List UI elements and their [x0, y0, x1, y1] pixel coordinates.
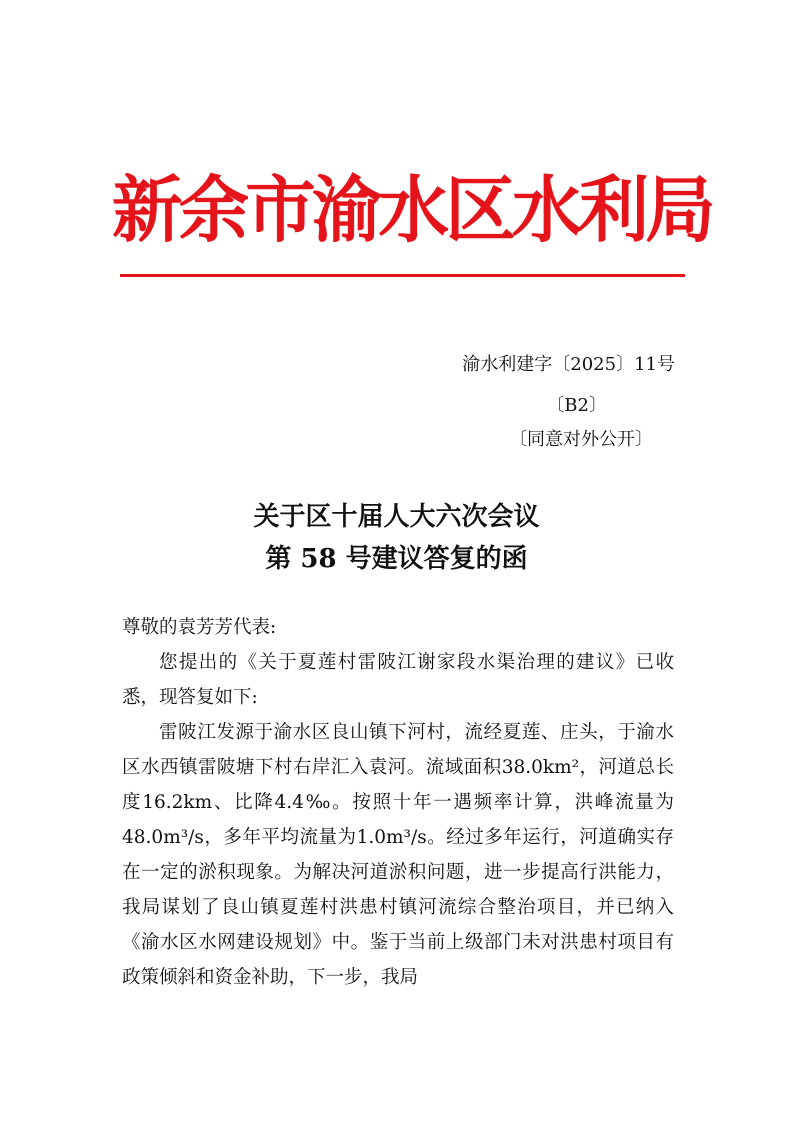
title-line-2: 第 58 号建议答复的函	[265, 544, 528, 574]
disclosure-label: 〔同意对外公开〕	[509, 429, 653, 450]
document-number: 渝水利建字〔2025〕11号	[462, 354, 675, 375]
salutation: 尊敬的袁芳芳代表:	[122, 617, 277, 638]
title-line-1: 关于区十届人大六次会议	[253, 502, 540, 532]
document-title	[100, 496, 693, 580]
letterhead-org-name: 新余市渝水区水利局	[112, 167, 712, 252]
body-paragraph-2: 雷陂江发源于渝水区良山镇下河村，流经夏莲、庄头，于渝水区水西镇雷陂塘下村右岸汇入袁河。流域面积38.0km²，河道总长度16.2km、比降4.4‰。按照十年一遇频率计算，洪峰流量为48.0m³/s，多年平均流量为1.0m³/s。经过多年运行，河道确实存在一定的淤积现象。为解决河道淤积问题，进一步提高行洪能力，我局谋划了良山镇夏莲村洪患村镇河流综合整治项目，并已纳入《渝水区水网建设规划》中。鉴于当前上级部门未对洪患村项目有政策倾斜和资金补助，下一步，我局	[122, 722, 674, 988]
letterhead-red-rule	[120, 274, 685, 277]
document-grade: 〔B2〕	[546, 395, 607, 416]
body-paragraph-1: 您提出的《关于夏莲村雷陂江谢家段水渠治理的建议》已收悉，现答复如下:	[122, 652, 674, 708]
letter-body	[122, 610, 674, 995]
